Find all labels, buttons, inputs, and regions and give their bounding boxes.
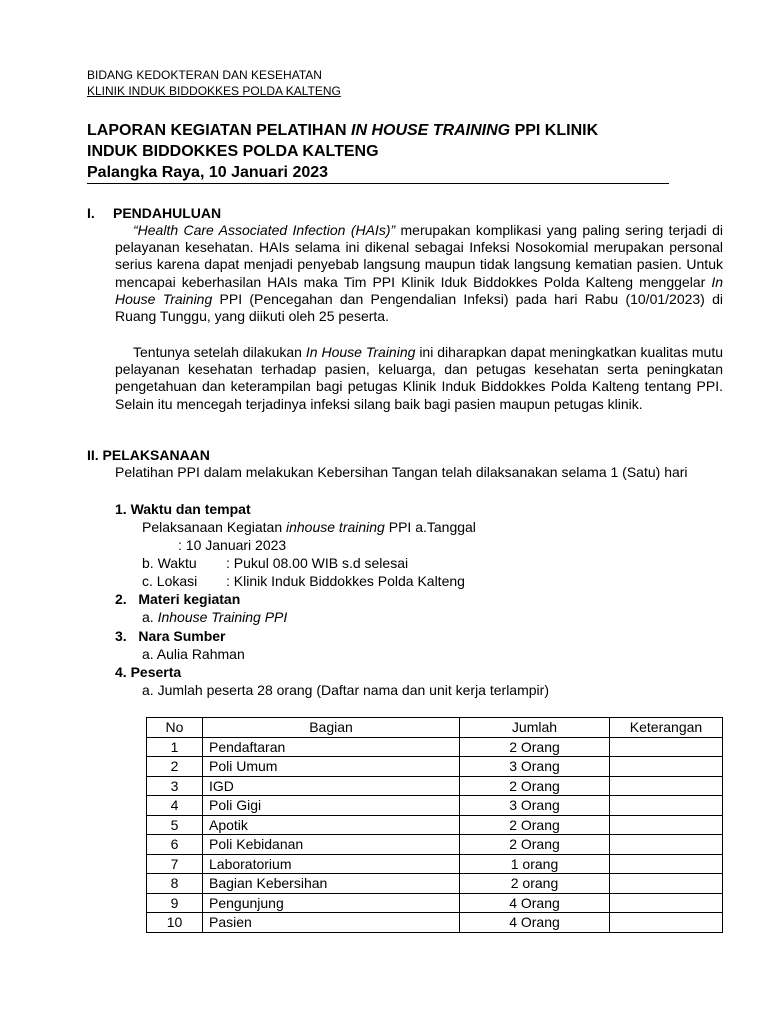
cell-bagian: Apotik	[203, 815, 460, 835]
cell-no: 7	[147, 854, 203, 874]
table-row	[147, 913, 723, 933]
lokasi-value: : Klinik Induk Biddokkes Polda Kalteng	[226, 573, 465, 589]
section-1-heading: PENDAHULUAN	[113, 205, 222, 221]
cell-no: 4	[147, 796, 203, 816]
cell-keterangan	[610, 815, 723, 835]
cell-no: 3	[147, 776, 203, 796]
cell-no: 5	[147, 815, 203, 835]
cell-keterangan	[610, 913, 723, 933]
subsection-waktu-heading: 1. Waktu dan tempat	[115, 501, 251, 517]
cell-no: 6	[147, 835, 203, 855]
subsection-peserta-heading: 4. Peserta	[115, 664, 182, 680]
cell-jumlah: 3 Orang	[460, 757, 610, 777]
section-1-number: I.	[87, 205, 95, 221]
peserta-table	[146, 717, 723, 933]
cell-jumlah: 4 Orang	[460, 913, 610, 933]
report-date: Palangka Raya, 10 Januari 2023	[87, 164, 669, 184]
header-clinic: KLINIK INDUK BIDDOKKES POLDA KALTENG	[87, 84, 341, 98]
cell-keterangan	[610, 893, 723, 913]
cell-no: 9	[147, 893, 203, 913]
header-jumlah: Jumlah	[460, 718, 610, 738]
table-row	[147, 893, 723, 913]
header-keterangan: Keterangan	[610, 718, 723, 738]
pelaksanaan-line: Pelaksanaan Kegiatan inhouse training PPI a.Tanggal	[142, 519, 476, 535]
cell-keterangan	[610, 737, 723, 757]
peserta-item: a. Jumlah peserta 28 orang (Daftar nama dan unit kerja terlampir)	[142, 682, 549, 698]
cell-jumlah: 3 Orang	[460, 796, 610, 816]
table-row	[147, 835, 723, 855]
cell-no: 2	[147, 757, 203, 777]
cell-no: 10	[147, 913, 203, 933]
cell-jumlah: 2 Orang	[460, 776, 610, 796]
cell-keterangan	[610, 776, 723, 796]
cell-jumlah: 2 Orang	[460, 737, 610, 757]
table-row	[147, 874, 723, 894]
header-bagian: Bagian	[203, 718, 460, 738]
cell-keterangan	[610, 854, 723, 874]
section-1-paragraph-1: “Health Care Associated Infection (HAIs)” merupakan komplikasi yang paling sering terjadi di pelayanan kesehatan. HAIs selama ini dikenal sebagai Infeksi Nosokomial merupakan personal serius karena dapat menjadi penyebab langsung maupun tidak langsung kematian pasien. Untuk mencapai keberhasilan HAIs maka Tim PPI Klinik Iduk Biddokkes Polda Kalteng menggelar In House Training PPI (Pencegahan dan Pengendalian Infeksi) pada hari Rabu (10/01/2023) di Ruang Tunggu, yang diikuti oleh 25 peserta.	[115, 222, 723, 325]
materi-item: a. Inhouse Training PPI	[142, 609, 288, 625]
cell-keterangan	[610, 835, 723, 855]
table-header-row	[147, 718, 723, 738]
report-title-line2: INDUK BIDDOKKES POLDA KALTENG	[87, 143, 379, 160]
table-row	[147, 776, 723, 796]
subsection-materi-heading: 2. Materi kegiatan	[115, 591, 241, 607]
report-title-line1: LAPORAN KEGIATAN PELATIHAN IN HOUSE TRAINING PPI KLINIK	[87, 122, 599, 139]
table-row	[147, 757, 723, 777]
cell-no: 1	[147, 737, 203, 757]
cell-keterangan	[610, 874, 723, 894]
header-no: No	[147, 718, 203, 738]
cell-bagian: IGD	[203, 776, 460, 796]
subsection-narasumber-heading: 3. Nara Sumber	[115, 628, 226, 644]
cell-bagian: Pasien	[203, 913, 460, 933]
cell-bagian: Laboratorium	[203, 854, 460, 874]
cell-bagian: Pengunjung	[203, 893, 460, 913]
lokasi-label: c. Lokasi	[142, 573, 198, 589]
waktu-value: : Pukul 08.00 WIB s.d selesai	[226, 555, 409, 571]
cell-jumlah: 4 Orang	[460, 893, 610, 913]
cell-no: 8	[147, 874, 203, 894]
narasumber-item: a. Aulia Rahman	[142, 646, 245, 662]
waktu-label: b. Waktu	[142, 555, 197, 571]
table-row	[147, 815, 723, 835]
cell-keterangan	[610, 796, 723, 816]
header-institution: BIDANG KEDOKTERAN DAN KESEHATAN	[87, 68, 322, 82]
cell-bagian: Pendaftaran	[203, 737, 460, 757]
section-2-heading: II. PELAKSANAAN	[87, 447, 210, 463]
table-body	[147, 737, 723, 932]
section-1-paragraph-2: Tentunya setelah dilakukan In House Training ini diharapkan dapat meningkatkan kualitas mutu pelayanan kesehatan terhadap pasien, keluarga, dan petugas kesehatan serta peningkatan pengetahuan dan keterampilan bagi petugas Klinik Induk Biddokkes Polda Kalteng tentang PPI. Selain itu mencegah terjadinya infeksi silang baik bagi pasien maupun petugas klinik.	[115, 344, 723, 412]
table-row	[147, 854, 723, 874]
cell-bagian: Poli Kebidanan	[203, 835, 460, 855]
cell-bagian: Bagian Kebersihan	[203, 874, 460, 894]
section-2-intro: Pelatihan PPI dalam melakukan Kebersihan Tangan telah dilaksanakan selama 1 (Satu) hari	[115, 464, 688, 480]
cell-keterangan	[610, 757, 723, 777]
tanggal-value: : 10 Januari 2023	[178, 537, 287, 553]
cell-jumlah: 2 Orang	[460, 815, 610, 835]
table-row	[147, 737, 723, 757]
cell-bagian: Poli Gigi	[203, 796, 460, 816]
cell-bagian: Poli Umum	[203, 757, 460, 777]
cell-jumlah: 2 Orang	[460, 835, 610, 855]
table-row	[147, 796, 723, 816]
cell-jumlah: 2 orang	[460, 874, 610, 894]
cell-jumlah: 1 orang	[460, 854, 610, 874]
